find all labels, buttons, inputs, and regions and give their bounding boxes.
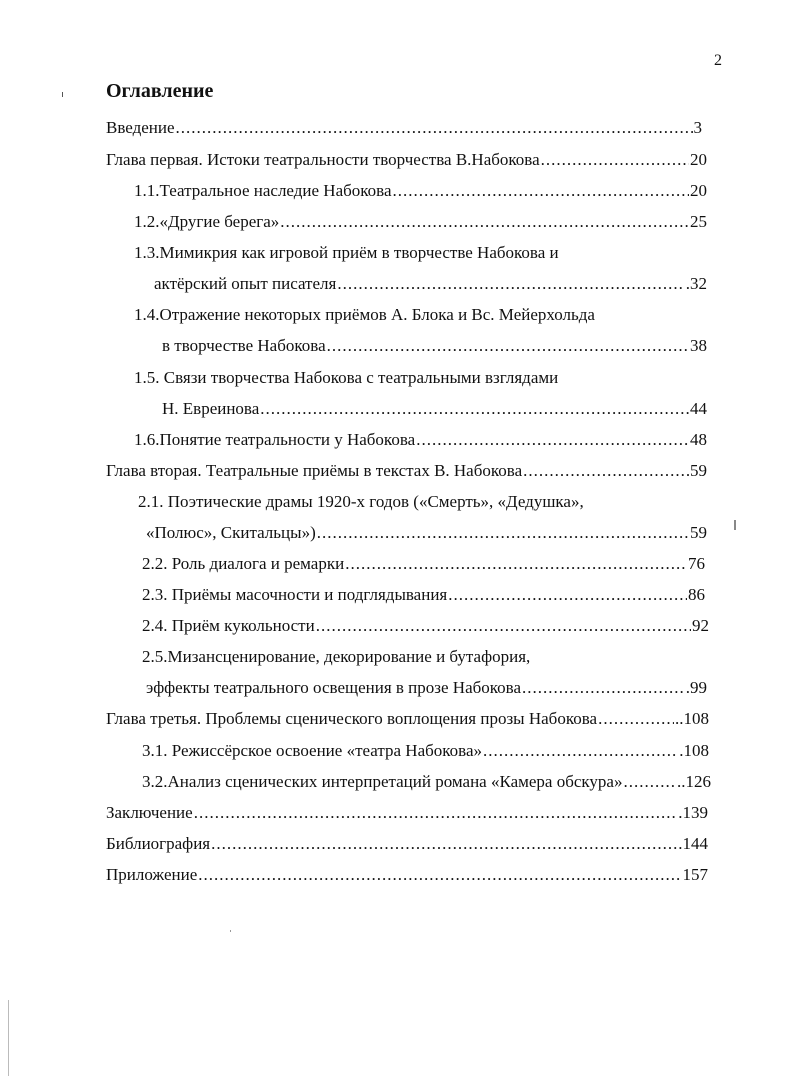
toc-entry-label: «Полюс», Скитальцы») — [146, 523, 316, 542]
dot-leader — [598, 707, 674, 731]
toc-entry-page: .32 — [685, 274, 707, 293]
dot-leader — [345, 552, 687, 576]
toc-entry-label: Библиография — [106, 834, 211, 853]
toc-entry — [134, 210, 707, 234]
toc-entry-label: 3.1. Режиссёрское освоение «театра Набокова» — [142, 741, 483, 760]
toc-entry-label: Глава вторая. Театральные приёмы в текстах В. Набокова — [106, 461, 523, 480]
toc-entry — [142, 739, 709, 763]
page-title: Оглавление — [106, 80, 214, 102]
scan-speck — [230, 930, 231, 932]
page-number: 2 — [714, 52, 722, 69]
toc-entry-page: ..108 — [675, 709, 709, 728]
toc-entry-page: 25 — [690, 212, 707, 231]
dot-leader — [448, 583, 687, 607]
toc-entry-label: 2.3. Приёмы масочности и подглядывания — [142, 585, 448, 604]
toc-entry-label: 2.1. Поэтические драмы 1920-х годов («Смерть», «Дедушка», — [138, 492, 584, 511]
toc-entry-label: Приложение — [106, 865, 198, 884]
toc-entry — [106, 707, 709, 731]
toc-entry-label: 1.6.Понятие театральности у Набокова — [134, 430, 416, 449]
dot-leader — [211, 832, 677, 856]
toc-entry-label: Заключение — [106, 803, 193, 822]
toc-entry-page: 20 — [690, 150, 707, 169]
dot-leader — [483, 739, 678, 763]
toc-entry-page: 76 — [688, 554, 705, 573]
toc-entry — [142, 552, 705, 576]
toc-entry-page: 59 — [690, 523, 707, 542]
scan-speck — [62, 92, 63, 97]
dot-leader — [541, 148, 689, 172]
dot-leader — [260, 397, 689, 421]
toc-entry — [134, 366, 707, 390]
toc-entry-label: эффекты театрального освещения в прозе Набокова — [146, 678, 522, 697]
toc-entry — [134, 428, 707, 452]
toc-entry — [134, 303, 707, 327]
toc-entry-label: 3.2.Анализ сценических интерпретаций романа «Камера обскура» — [142, 772, 623, 791]
dot-leader — [623, 770, 676, 794]
toc-entry — [106, 459, 707, 483]
dot-leader — [198, 863, 681, 887]
dot-leader — [522, 676, 685, 700]
dot-leader — [327, 334, 689, 358]
toc-entry-label: Н. Евреинова — [162, 399, 260, 418]
toc-entry-label: 2.5.Мизансценирование, декорирование и бутафория, — [142, 647, 531, 666]
toc-entry — [146, 676, 707, 700]
dot-leader — [337, 272, 684, 296]
toc-entry-label: Глава третья. Проблемы сценического воплощения прозы Набокова — [106, 709, 598, 728]
toc-entry-label: 1.1.Театральное наследие Набокова — [134, 181, 392, 200]
toc-entry — [142, 770, 711, 794]
toc-entry-page: .108 — [679, 741, 709, 760]
toc-entry — [138, 490, 707, 514]
toc-entry — [134, 179, 707, 203]
toc-entry-page: .139 — [678, 803, 708, 822]
toc-entry-label: 1.5. Связи творчества Набокова с театральными взглядами — [134, 368, 559, 387]
toc-entry-page: .99 — [685, 678, 707, 697]
dot-leader — [194, 801, 678, 825]
toc-entry-page: 48 — [690, 430, 707, 449]
toc-entry-label: Глава первая. Истоки театральности творчества В.Набокова — [106, 150, 540, 169]
dot-leader — [416, 428, 689, 452]
toc-entry — [162, 397, 707, 421]
toc-entry — [154, 272, 707, 296]
toc-entry — [106, 863, 708, 887]
toc-entry-label: 2.2. Роль диалога и ремарки — [142, 554, 345, 573]
dot-leader — [523, 459, 689, 483]
toc-entry-label: Введение — [106, 118, 175, 137]
dot-leader — [280, 210, 689, 234]
scan-speck — [734, 520, 736, 530]
toc-entry-page: 20 — [690, 181, 707, 200]
toc-entry — [142, 614, 709, 638]
toc-entry-page: 92 — [692, 616, 709, 635]
dot-leader — [176, 116, 693, 140]
toc-entry-label: 1.2.«Другие берега» — [134, 212, 280, 231]
toc-entry-label: 1.4.Отражение некоторых приёмов А. Блока и Вс. Мейерхольда — [134, 305, 595, 324]
toc-entry-page: 59 — [690, 461, 707, 480]
toc-entry-label: актёрский опыт писателя — [154, 274, 337, 293]
toc-entry-label: 1.3.Мимикрия как игровой приём в творчестве Набокова и — [134, 243, 559, 262]
toc-entry-page: ..126 — [677, 772, 711, 791]
toc-entry — [142, 645, 709, 669]
toc-entry — [146, 521, 707, 545]
toc-entry-page: 44 — [690, 399, 707, 418]
dot-leader — [317, 521, 689, 545]
toc-entry — [162, 334, 707, 358]
scan-edge-line — [8, 1000, 9, 1076]
toc-entry-page: 157 — [682, 865, 708, 884]
toc-entry — [106, 832, 708, 856]
toc-entry-page: 86 — [688, 585, 705, 604]
toc-entry — [106, 148, 707, 172]
toc-entry-page: .144 — [678, 834, 708, 853]
toc-entry — [134, 241, 707, 265]
toc-entry — [106, 116, 702, 140]
toc-entry — [142, 583, 705, 607]
dot-leader — [393, 179, 689, 203]
toc-entry — [106, 801, 708, 825]
toc-entry-page: 3 — [693, 118, 702, 137]
toc-entry-label: в творчестве Набокова — [162, 336, 326, 355]
toc-entry-page: 38 — [690, 336, 707, 355]
toc-entry-label: 2.4. Приём кукольности — [142, 616, 315, 635]
dot-leader — [316, 614, 691, 638]
